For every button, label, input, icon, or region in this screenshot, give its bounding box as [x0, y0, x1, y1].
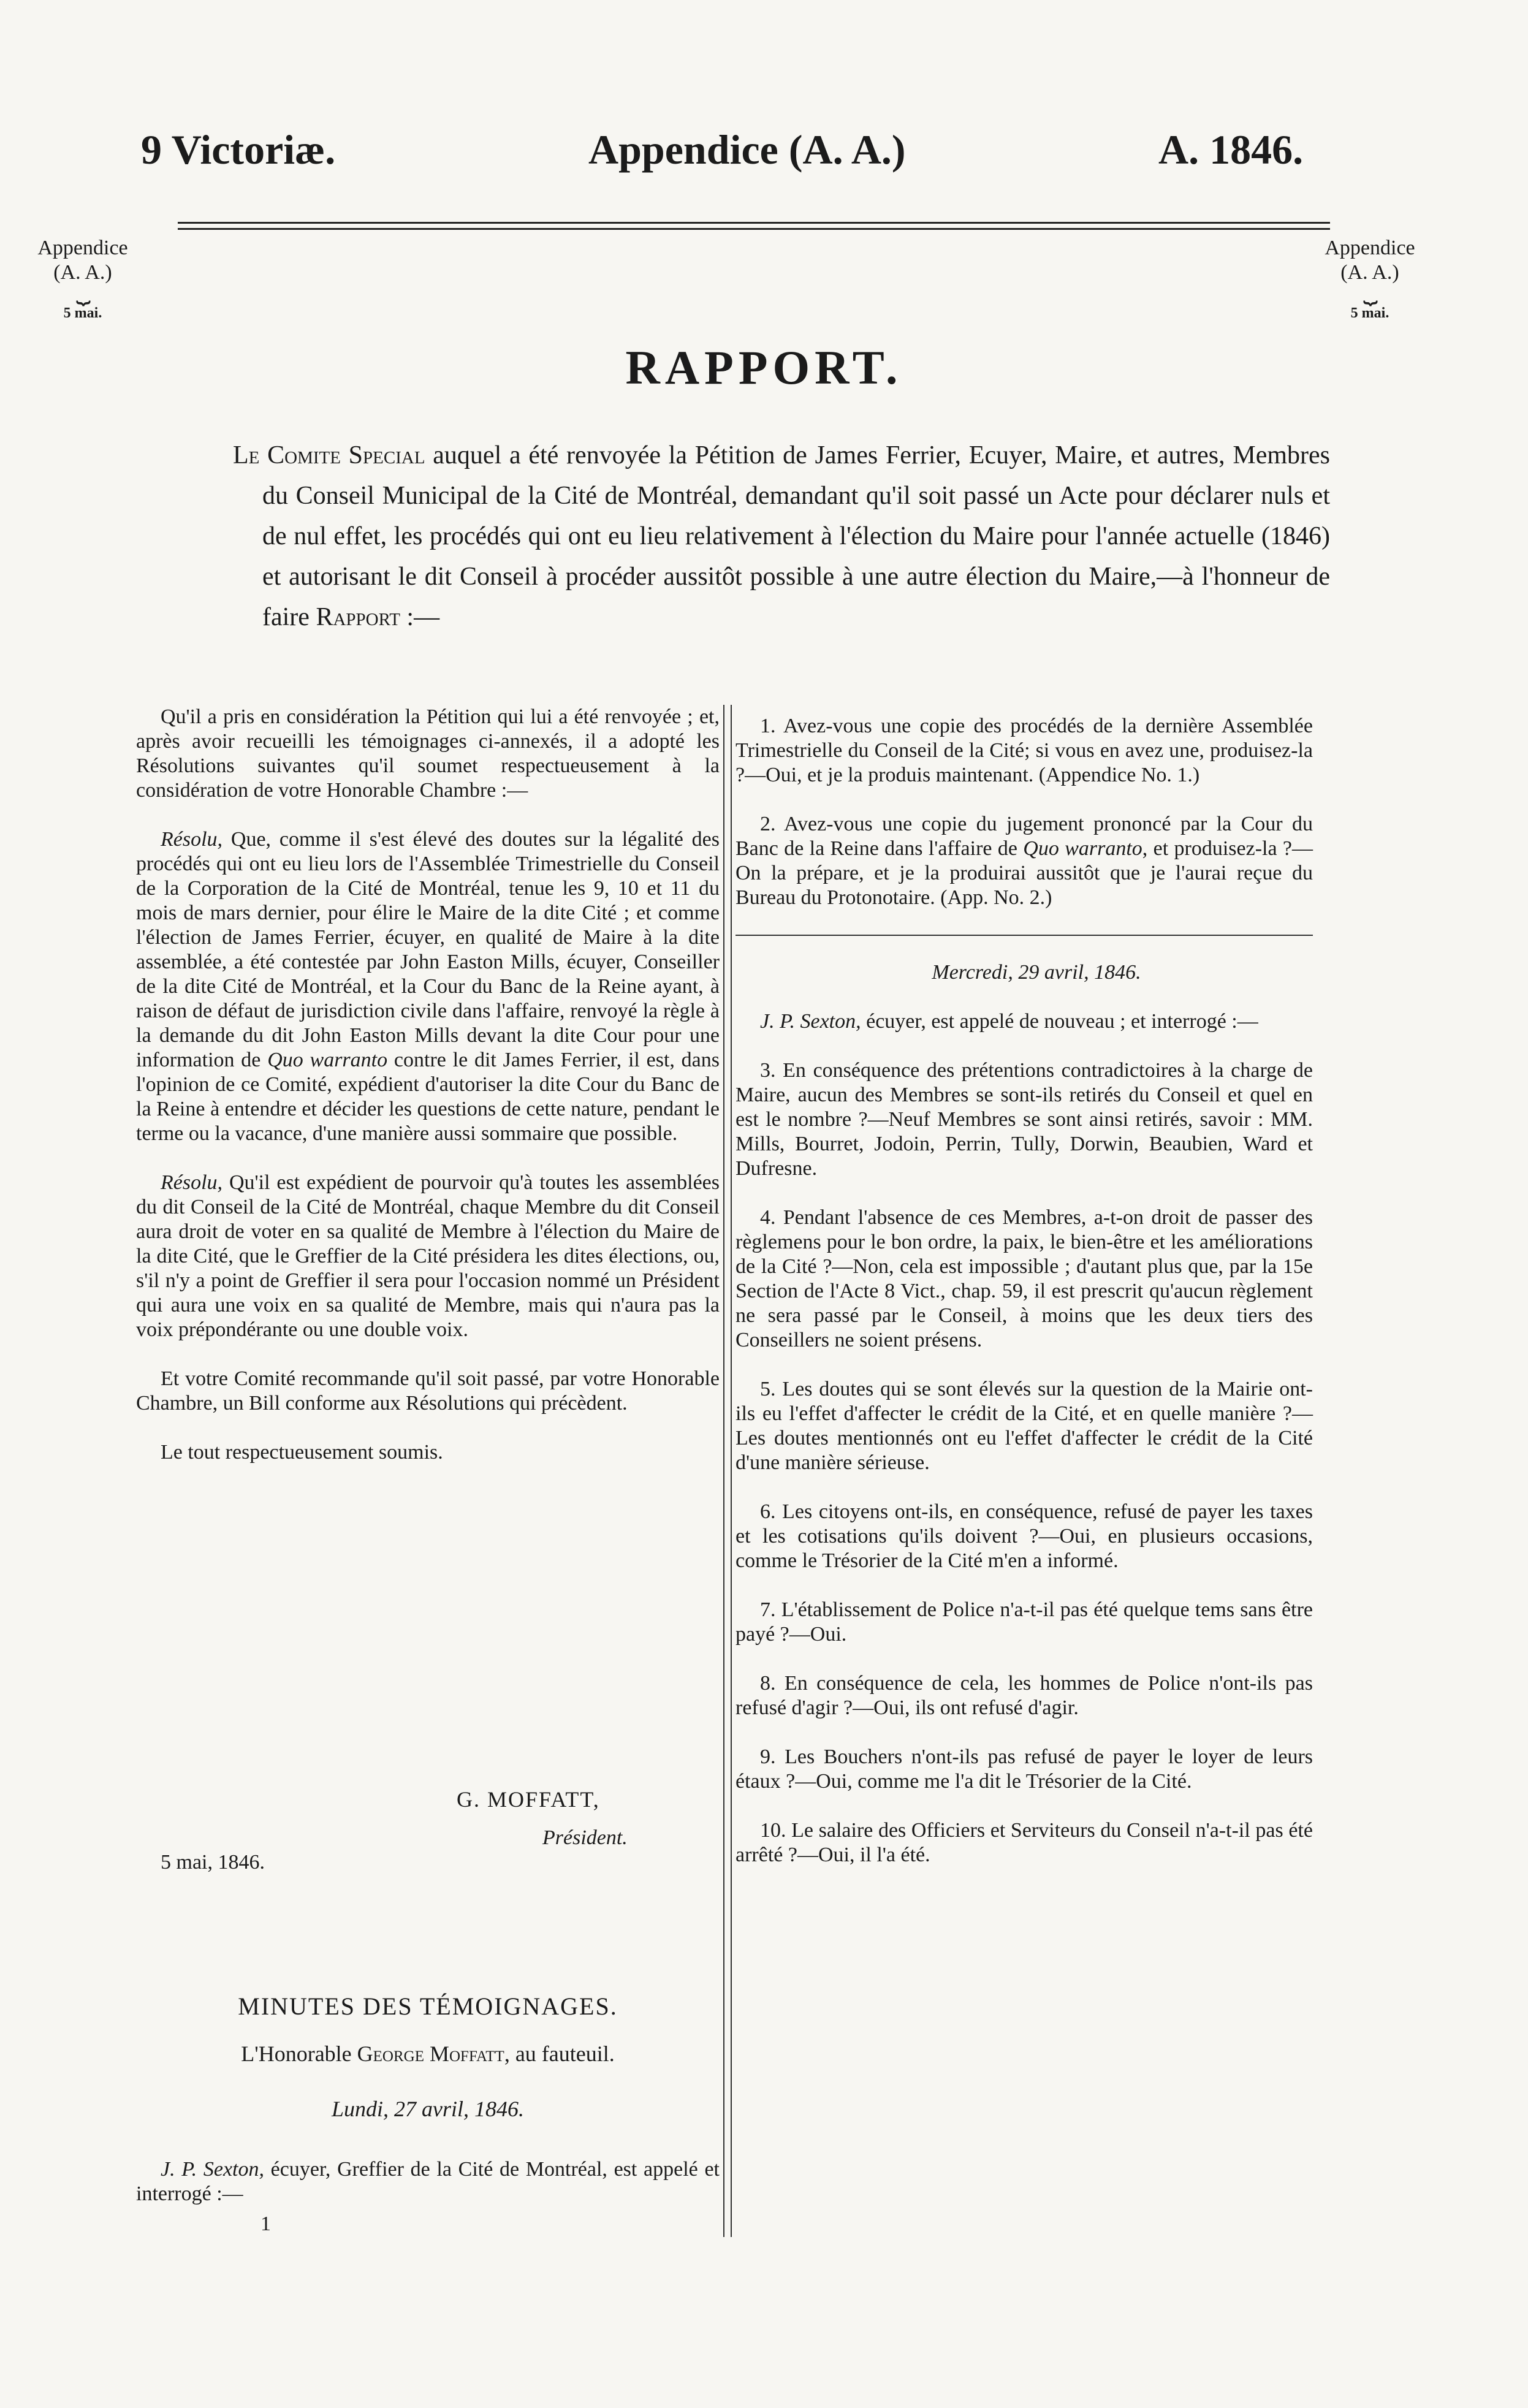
chair-line [136, 2041, 720, 2067]
intro-tail: Rapport :— [316, 603, 440, 631]
question-9: 9. Les Bouchers n'ont-ils pas refusé de payer le loyer de leurs étaux ?—Oui, comme me l'a dit le Trésorier de la Cité. [735, 1745, 1313, 1793]
column-divider [723, 705, 732, 2237]
chair-post: , au fauteuil. [504, 2041, 615, 2066]
margin-note-right [1312, 236, 1428, 325]
resolution-text: Qu'il est expédient de pourvoir qu'à toutes les assemblées du dit Conseil de la Cité de Montréal, chaque Membre du dit Conseil aura droit de voter en sa qualité de Membre à l'élection du Maire de la dite Cité, que le Greffier de la Cité présidera les dites élections, ou, s'il n'y a point de Greffier il sera pour l'occasion nommé un Président qui aura une voix en sa qualité de Membre, mais qui n'aura pas la voix prépondérante ou une double voix. [136, 1171, 720, 1341]
header-rule-2 [178, 228, 1330, 230]
minutes-title: MINUTES DES TÉMOIGNAGES. [238, 1992, 618, 2020]
witness-name: J. P. Sexton, [760, 1010, 861, 1033]
header-volume: 9 Victoriæ. [141, 126, 336, 173]
signature-date: 5 mai, 1846. [161, 1851, 265, 1874]
quo-warranto: Quo warranto [1023, 837, 1142, 860]
witness-name: J. P. Sexton, [161, 2158, 264, 2181]
quo-warranto: Quo warranto [267, 1049, 388, 1071]
margin-date: 5 mai. [63, 305, 102, 321]
margin-note-left [25, 236, 141, 325]
resolution-text-2: contre le dit James Ferrier, il est, dans l'opinion de ce Comité, expédient d'autoriser la dite Cour du Banc de la Reine à entendre et décider les questions de cette nature, pendant le terme ou la vacance, d'une manière aussi sommaire que possible. [136, 1049, 720, 1145]
resolution-lead: Résolu, [161, 828, 223, 851]
header-rule [178, 222, 1330, 224]
witness-text: écuyer, Greffier de la Cité de Montréal, est appelé et interrogé :— [136, 2158, 720, 2205]
chair-pre: L'Honorable [241, 2041, 357, 2066]
section-rule [735, 935, 1313, 936]
report-title: RAPPORT. [625, 341, 903, 394]
header-appendix: Appendice (A. A.) [588, 126, 906, 173]
submission: Le tout respectueusement soumis. [161, 1441, 443, 1464]
signature-name: G. MOFFATT, [457, 1787, 600, 1812]
resolution-text: Que, comme il s'est élevé des doutes sur la légalité des procédés qui ont eu lieu lors de l'Assemblée Trimestrielle du Conseil de la Corporation de la Cité de Montréal, tenue les 9, 10 et 11 du mois de mars dernier, pour élire le Maire de la dite Cité ; et comme l'élection de James Ferrier, écuyer, en qualité de Maire à la dite assemblée, a été contestée par John Easton Mills, écuyer, Conseiller de la dite Cité de Montréal, et la Cour du Banc de la Reine ayant, à raison de défaut de jurisdiction civile dans l'affaire, renvoyé la règle à la demande du dit John Easton Mills devant la dite Cour pour une information de [136, 828, 720, 1071]
question-4: 4. Pendant l'absence de ces Membres, a-t-on droit de passer des règlemens pour le bon ordre, la paix, le bien-être et les améliorations de la Cité ?—Non, cela est impossible ; d'autant plus que, par la 15e Section de l'Acte 8 Vict., chap. 59, il est prescrit qu'aucun règlement ne sera passé par le Conseil, à moins que les deux tiers des Conseillers ne soient présens. [735, 1206, 1313, 1351]
resolution-lead: Résolu, [161, 1171, 223, 1194]
header-year: A. 1846. [1158, 126, 1304, 173]
session-date-2: Mercredi, 29 avril, 1846. [932, 961, 1141, 984]
intro-lead: Le Comite Special [233, 441, 425, 469]
question-10: 10. Le salaire des Officiers et Serviteurs du Conseil n'a-t-il pas été arrêté ?—Oui, il l'a été. [735, 1819, 1313, 1866]
brace-mark: ⏟ [76, 276, 89, 304]
brace-mark: ⏟ [1363, 276, 1377, 304]
question-6: 6. Les citoyens ont-ils, en conséquence, refusé de payer les taxes et les cotisations qu'ils doivent ?—Oui, en plusieurs occasions, comme le Trésorier de la Cité m'en a informé. [735, 1500, 1313, 1572]
session-date: Lundi, 27 avril, 1846. [331, 2097, 524, 2121]
recommendation: Et votre Comité recommande qu'il soit passé, par votre Honorable Chambre, un Bill conforme aux Résolutions qui précèdent. [136, 1367, 720, 1415]
signature-title: Président. [542, 1826, 628, 1849]
intro-paragraph [233, 435, 1330, 637]
question-5: 5. Les doutes qui se sont élevés sur la question de la Mairie ont-ils eu l'effet d'affecter le crédit de la Cité, et en quelle manière ?—Les doutes mentionnés ont eu l'effet d'affecter le crédit de la Cité d'une manière sérieuse. [735, 1378, 1313, 1474]
question-3: 3. En conséquence des prétentions contradictoires à la charge de Maire, aucun des Membres se sont-ils retirés du Conseil et quel en est le nombre ?—Neuf Membres se sont ainsi retirés, savoir : MM. Mills, Bourret, Jodoin, Perrin, Tully, Dorwin, Beaubien, Ward et Dufresne. [735, 1059, 1313, 1180]
left-column [136, 705, 720, 1489]
page-number: 1 [260, 2212, 271, 2235]
witness-intro [136, 2157, 720, 2206]
resolution-1 [136, 827, 720, 1146]
margin-label-2: (A. A.) [53, 261, 112, 284]
question-text-2: , et produisez-la ?—On la prépare, et je la produirai aussitôt que je l'aurai reçue du Bureau du Protonotaire. (App. No. 2.) [735, 837, 1313, 909]
margin-date: 5 mai. [1350, 305, 1389, 321]
right-column [735, 714, 1313, 1892]
chair-name: George Moffatt [357, 2041, 504, 2066]
question-2 [735, 812, 1313, 910]
margin-label: Appendice [37, 237, 128, 259]
witness-recall [735, 1009, 1313, 1034]
question-1: 1. Avez-vous une copie des procédés de la dernière Assemblée Trimestrielle du Conseil de la Cité; si vous en avez une, produisez-la ?—Oui, et je la produis maintenant. (Appendice No. 1.) [735, 715, 1313, 786]
intro-text: auquel a été renvoyée la Pétition de James Ferrier, Ecuyer, Maire, et autres, Membres du Conseil Municipal de la Cité de Montréal, demandant qu'il soit passé un Acte pour déclarer nuls et de nul effet, les procédés qui ont eu lieu relativement à l'élection du Maire pour l'année actuelle (1846) et autorisant le dit Conseil à procéder aussitôt possible à une autre élection du Maire,—à l'honneur de faire [262, 441, 1330, 631]
question-7: 7. L'établissement de Police n'a-t-il pas été quelque tems sans être payé ?—Oui. [735, 1598, 1313, 1646]
margin-label-2: (A. A.) [1340, 261, 1399, 284]
question-8: 8. En conséquence de cela, les hommes de Police n'ont-ils pas refusé d'agir ?—Oui, ils ont refusé d'agir. [735, 1672, 1313, 1719]
question-text: 2. Avez-vous une copie du jugement prononcé par la Cour du Banc de la Reine dans l'affaire de [735, 813, 1313, 860]
paragraph: Qu'il a pris en considération la Pétition qui lui a été renvoyée ; et, après avoir recueilli les témoignages ci-annexés, il a adopté les Résolutions suivantes qu'il soumet respectueusement à la considération de votre Honorable Chambre :— [136, 705, 720, 802]
margin-label: Appendice [1325, 237, 1415, 259]
resolution-2 [136, 1171, 720, 1342]
witness-text: écuyer, est appelé de nouveau ; et interrogé :— [861, 1010, 1258, 1033]
